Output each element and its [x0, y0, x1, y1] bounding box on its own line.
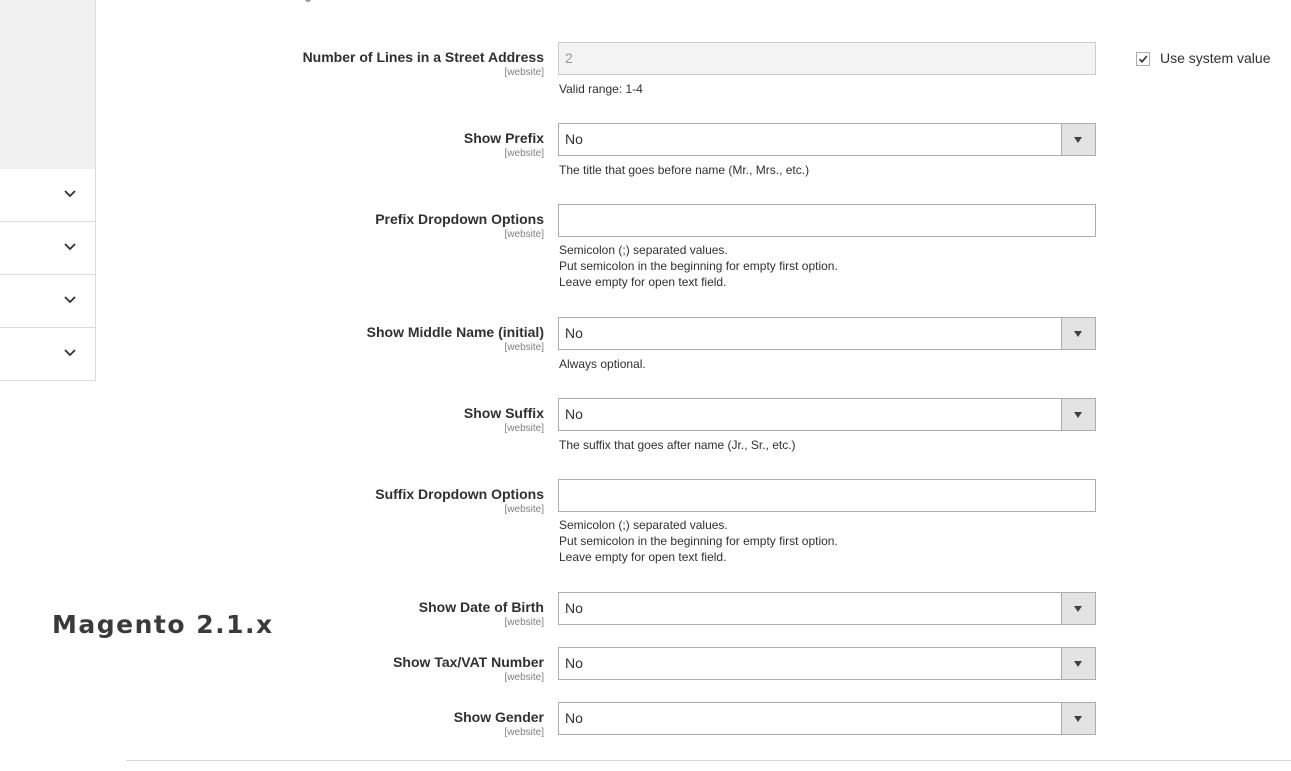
use-system-value-label[interactable]: Use system value: [1160, 50, 1271, 66]
select-value: No: [565, 406, 583, 422]
scope-label: [website]: [504, 727, 544, 738]
sidebar-collapsible-4[interactable]: [0, 328, 96, 381]
street-lines-input[interactable]: [558, 42, 1096, 75]
scope-label: [website]: [504, 229, 544, 240]
scope-label: [website]: [504, 672, 544, 683]
select-arrow-button[interactable]: [1061, 399, 1095, 430]
note-line: Semicolon (;) separated values.: [559, 243, 728, 257]
select-value: No: [565, 325, 583, 341]
field-note: [559, 242, 838, 290]
field-label: Show Gender: [453, 709, 544, 725]
caret-down-icon: [1074, 137, 1082, 143]
checkmark-icon: [1138, 54, 1148, 64]
select-arrow-button[interactable]: [1061, 318, 1095, 349]
use-system-value-checkbox[interactable]: [1136, 52, 1150, 66]
select-arrow-button[interactable]: [1061, 648, 1095, 679]
caret-down-icon: [1074, 331, 1082, 337]
version-watermark: Magento 2.1.x: [52, 610, 274, 639]
show-dob-select[interactable]: [558, 592, 1096, 625]
select-value: No: [565, 710, 583, 726]
field-label: Show Tax/VAT Number: [393, 654, 544, 670]
field-note: Valid range: 1-4: [559, 82, 643, 96]
select-arrow-button[interactable]: [1061, 703, 1095, 734]
note-line: Put semicolon in the beginning for empty first option.: [559, 259, 838, 273]
section-divider: [126, 760, 1291, 761]
select-value: No: [565, 655, 583, 671]
sidebar-panel: [0, 0, 96, 170]
field-label: Number of Lines in a Street Address: [302, 49, 544, 65]
caret-down-icon: [1074, 606, 1082, 612]
chevron-down-icon: [63, 295, 77, 305]
field-note: The title that goes before name (Mr., Mrs., etc.): [559, 163, 810, 177]
field-label: Suffix Dropdown Options: [375, 486, 544, 502]
select-value: No: [565, 131, 583, 147]
field-label: Show Date of Birth: [418, 599, 544, 615]
input-value: 2: [565, 50, 573, 66]
sidebar-collapsible-1[interactable]: [0, 169, 96, 222]
field-label: Prefix Dropdown Options: [375, 211, 544, 227]
caret-down-icon: [1074, 412, 1082, 418]
field-note: [559, 517, 838, 565]
show-taxvat-select[interactable]: [558, 647, 1096, 680]
prefix-options-input[interactable]: [558, 204, 1096, 237]
chevron-down-icon: [63, 348, 77, 358]
note-line: Leave empty for open text field.: [559, 550, 727, 564]
show-gender-select[interactable]: [558, 702, 1096, 735]
note-line: Put semicolon in the beginning for empty first option.: [559, 534, 838, 548]
caret-down-icon: [1074, 716, 1082, 722]
show-suffix-select[interactable]: [558, 398, 1096, 431]
sidebar-collapsible-3[interactable]: [0, 275, 96, 328]
field-note: Always optional.: [559, 357, 646, 371]
show-prefix-select[interactable]: [558, 123, 1096, 156]
suffix-options-input[interactable]: [558, 479, 1096, 512]
sidebar-collapsible-2[interactable]: [0, 222, 96, 275]
scope-label: [website]: [504, 504, 544, 515]
show-middle-name-select[interactable]: [558, 317, 1096, 350]
scope-label: [website]: [504, 67, 544, 78]
select-value: No: [565, 600, 583, 616]
chevron-down-icon: [63, 189, 77, 199]
caret-down-icon: [1074, 661, 1082, 667]
chevron-down-icon: [63, 242, 77, 252]
scroll-fragment: [305, 0, 311, 2]
select-arrow-button[interactable]: [1061, 593, 1095, 624]
scope-label: [website]: [504, 617, 544, 628]
scope-label: [website]: [504, 423, 544, 434]
field-note: The suffix that goes after name (Jr., Sr., etc.): [559, 438, 796, 452]
scope-label: [website]: [504, 148, 544, 159]
field-label: Show Prefix: [463, 130, 544, 146]
scope-label: [website]: [504, 342, 544, 353]
note-line: Leave empty for open text field.: [559, 275, 727, 289]
note-line: Semicolon (;) separated values.: [559, 518, 728, 532]
select-arrow-button[interactable]: [1061, 124, 1095, 155]
field-label: Show Suffix: [463, 405, 544, 421]
field-label: Show Middle Name (initial): [366, 324, 544, 340]
